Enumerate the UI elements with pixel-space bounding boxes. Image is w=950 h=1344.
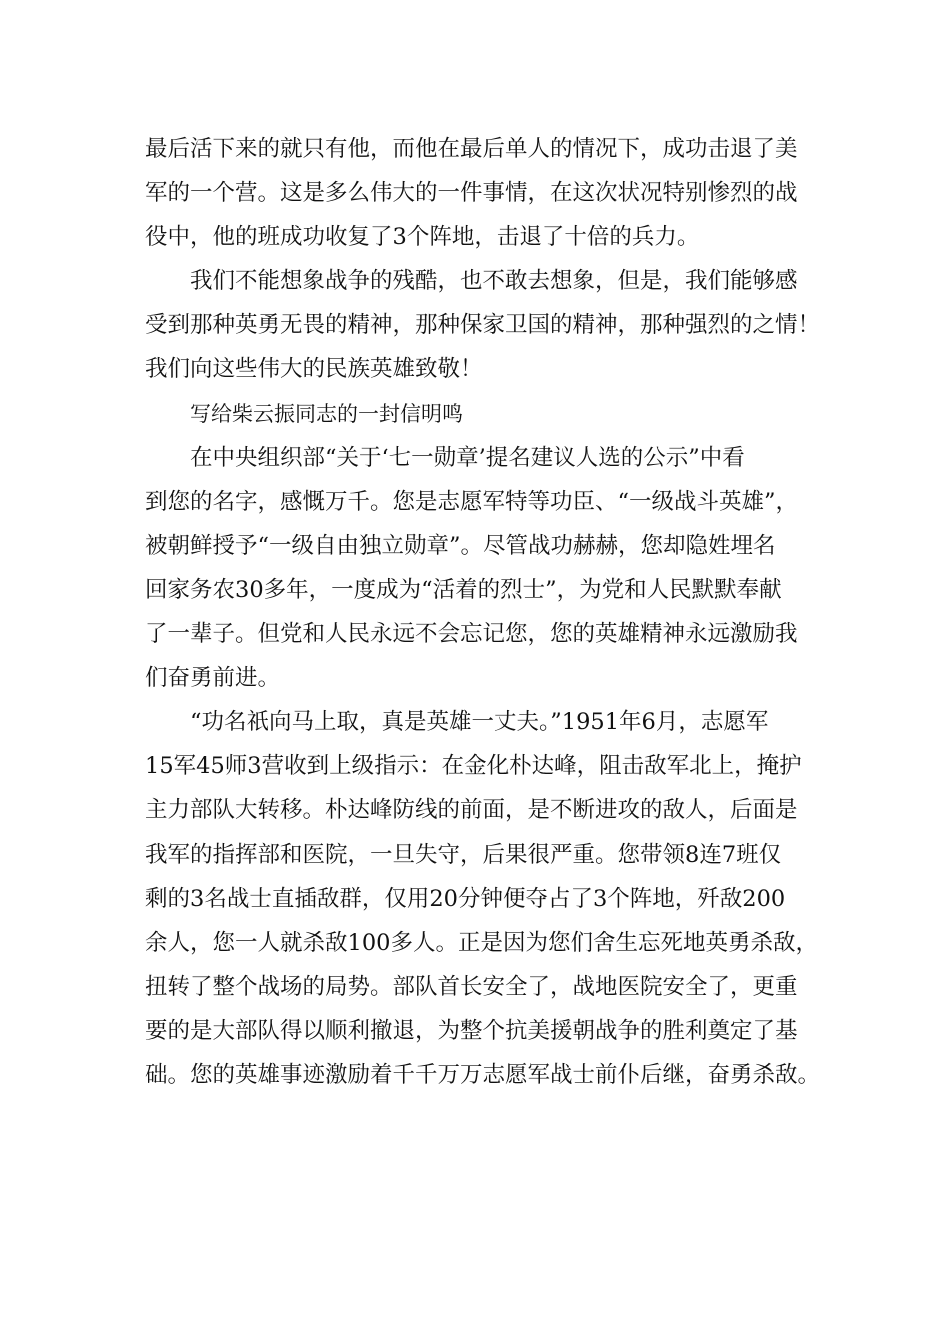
paragraph-line: 我们不能想象战争的残酷，也不敢去想象，但是，我们能够感 — [190, 268, 798, 295]
paragraph-line: 被朝鲜授予“一级自由独立勋章”。尽管战功赫赫，您却隐姓埋名 — [145, 532, 776, 559]
paragraph-line: 到您的名字，感慨万千。您是志愿军特等功臣、“一级战斗英雄”， — [145, 488, 799, 515]
paragraph-line: 础。您的英雄事迹激励着千千万万志愿军战士前仆后继，奋勇杀敌。 — [145, 1061, 821, 1088]
paragraph-line: 我军的指挥部和医院，一旦失守，后果很严重。您带领8连7班仅 — [145, 841, 782, 868]
paragraph — [145, 259, 825, 391]
paragraph-line: 了一辈子。但党和人民永远不会忘记您，您的英雄精神永远激励我 — [145, 621, 798, 648]
paragraph-line: 主力部队大转移。朴达峰防线的前面，是不断进攻的敌人，后面是 — [145, 797, 798, 824]
paragraph-line: 军的一个营。这是多么伟大的一件事情，在这次状况特别惨烈的战 — [145, 180, 798, 207]
paragraph-line: 余人，您一人就杀敌100多人。正是因为您们舍生忘死地英勇杀敌， — [145, 929, 818, 956]
paragraph-line: 15军45师3营收到上级指示：在金化朴达峰，阻击敌军北上，掩护 — [145, 753, 802, 780]
paragraph-line: 役中，他的班成功收复了3个阵地，击退了十倍的兵力。 — [145, 224, 700, 251]
paragraph-line: 们奋勇前进。 — [145, 665, 281, 692]
paragraph — [145, 436, 825, 701]
paragraph-line: 受到那种英勇无畏的精神，那种保家卫国的精神，那种强烈的之情！ — [145, 312, 821, 339]
document-body — [145, 127, 825, 1097]
paragraph-line: 扭转了整个战场的局势。部队首长安全了，战地医院安全了，更重 — [145, 973, 798, 1000]
paragraph-line: 我们向这些伟大的民族英雄致敬！ — [145, 356, 483, 383]
paragraph-line: “功名祇向马上取，真是英雄一丈夫。”1951年6月，志愿军 — [190, 709, 769, 736]
paragraph-line: 最后活下来的就只有他，而他在最后单人的情况下，成功击退了美 — [145, 136, 798, 162]
paragraph — [145, 127, 825, 259]
paragraph — [145, 700, 825, 1097]
paragraph-line: 剩的3名战士直插敌群，仅用20分钟便夺占了3个阵地，歼敌200 — [145, 885, 786, 912]
paragraph-line: 在中央组织部“关于‘七一勋章’提名建议人选的公示”中看 — [190, 444, 745, 471]
paragraph-line: 回家务农30多年，一度成为“活着的烈士”，为党和人民默默奉献 — [145, 576, 782, 603]
section-heading — [145, 392, 825, 436]
heading-text: 写给柴云振同志的一封信明鸣 — [190, 401, 463, 426]
paragraph-line: 要的是大部队得以顺利撤退，为整个抗美援朝战争的胜利奠定了基 — [145, 1017, 798, 1044]
